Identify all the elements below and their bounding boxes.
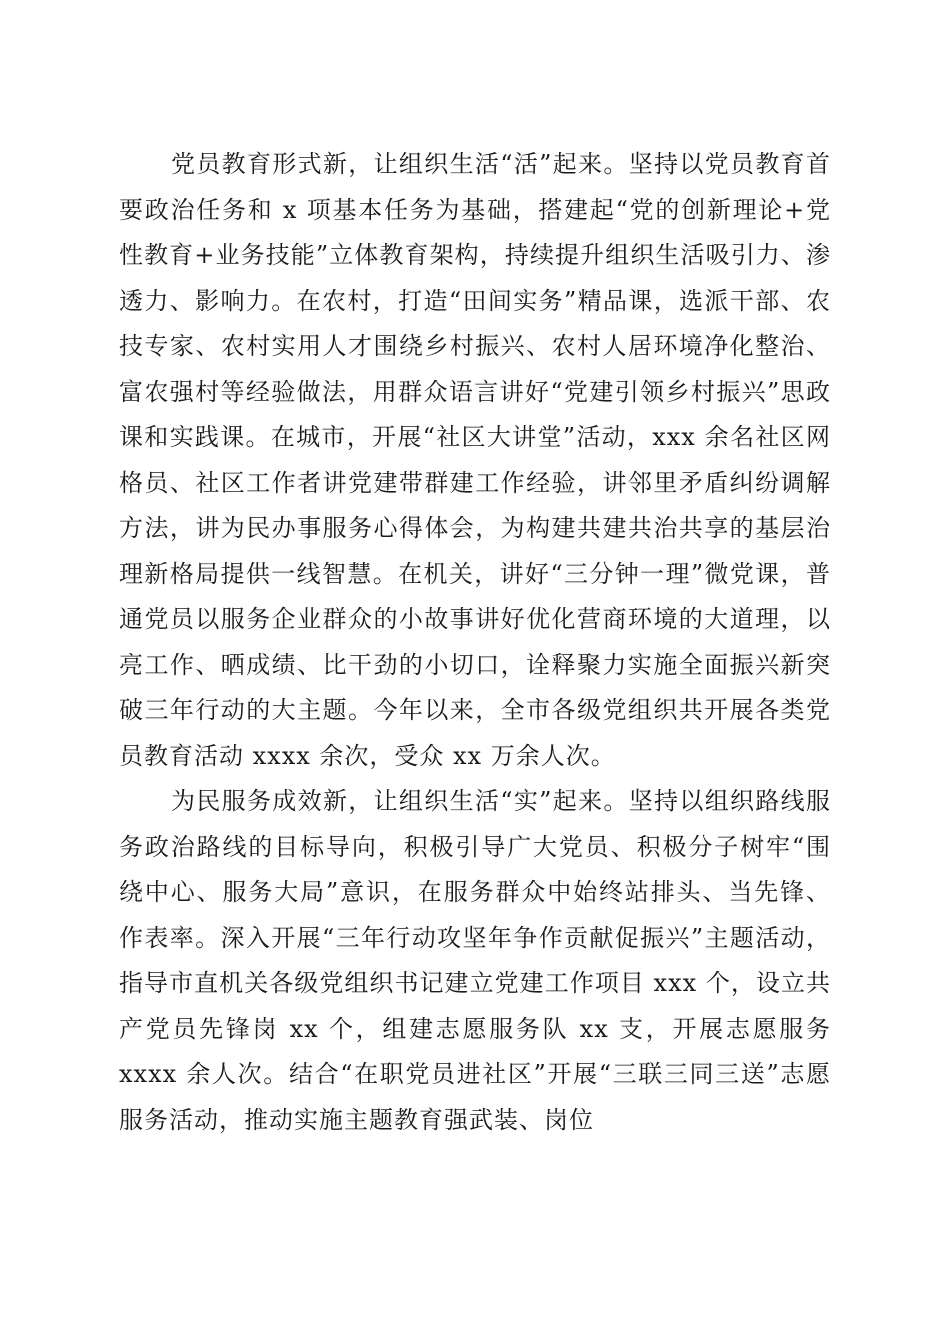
- paragraph-public-service: 为民服务成效新，让组织生活“实”起来。坚持以组织路线服务政治路线的目标导向，积极引导广大党员、积极分子树牢“围绕中心、服务大局”意识，在服务群众中始终站排头、当先锋、作表率。深入开展“三年行动攻坚年争作贡献促振兴”主题活动，指导市直机关各级党组织书记建立党建工作项目 xxx 个，设立共产党员先锋岗 xx 个，组建志愿服务队 xx 支，开展志愿服务 xxxx 余人次。结合“在职党员进社区”开展“三联三同三送”志愿服务活动，推动实施主题教育强武装、岗位: [119, 787, 831, 1134]
- document-body: [119, 142, 831, 1143]
- paragraph-party-education: 党员教育形式新，让组织生活“活”起来。坚持以党员教育首要政治任务和 x 项基本任务为基础，搭建起“党的创新理论+党性教育+业务技能”立体教育架构，持续提升组织生活吸引力、渗透力、影响力。在农村，打造“田间实务”精品课，选派干部、农技专家、农村实用人才围绕乡村振兴、农村人居环境净化整治、富农强村等经验做法，用群众语言讲好“党建引领乡村振兴”思政课和实践课。在城市，开展“社区大讲堂”活动，xxx 余名社区网格员、社区工作者讲党建带群建工作经验，讲邻里矛盾纠纷调解方法，讲为民办事服务心得体会，为构建共建共治共享的基层治理新格局提供一线智慧。在机关，讲好“三分钟一理”微党课，普通党员以服务企业群众的小故事讲好优化营商环境的大道理，以亮工作、晒成绩、比干劲的小切口，诠释聚力实施全面振兴新突破三年行动的大主题。今年以来，全市各级党组织共开展各类党员教育活动 xxxx 余次，受众 xx 万余人次。: [119, 150, 831, 770]
